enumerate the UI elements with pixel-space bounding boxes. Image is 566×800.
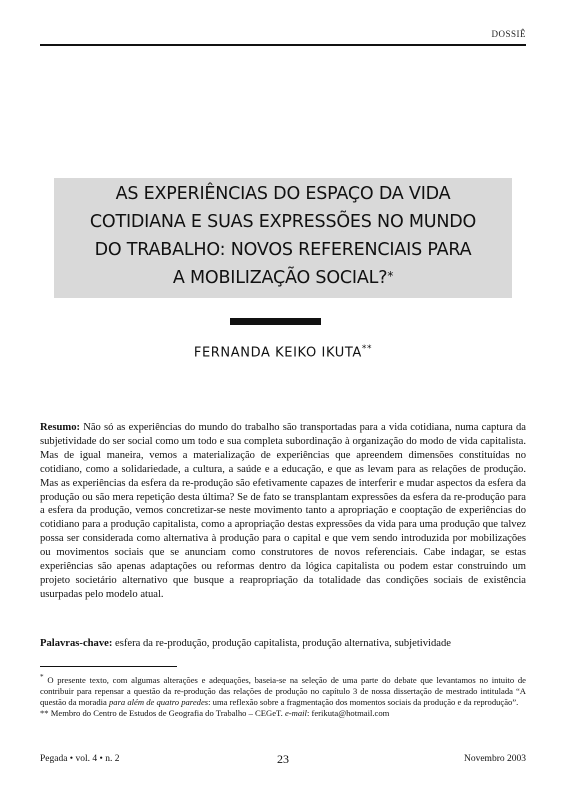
footnote-1 (40, 672, 526, 708)
title-divider-bar (230, 318, 321, 325)
author-footnote-mark: ** (361, 344, 373, 354)
footnote-1-text: O presente texto, com algumas alterações e adequações, baseia-se na seleção de uma parte do debate que levantamos no intuito de contribuir para repensar a questão da re-produção das relações de produção no capítulo 3 de nossa dissertação de mestrado intitulada “A questão da moradia (40, 674, 526, 707)
footnote-rule (40, 666, 177, 667)
keywords (40, 637, 526, 651)
footnote-2 (40, 708, 526, 719)
footnote-2-text-end: : ferikuta@hotmail.com (306, 707, 390, 718)
footer-journal: Pegada • vol. 4 • n. 2 (40, 754, 120, 764)
article-title: AS EXPERIÊNCIAS DO ESPAÇO DA VIDA COTIDIANA E SUAS EXPRESSÕES NO MUNDO DO TRABALHO: NOVOS REFERENCIAIS PARA A MOBILIZAÇÃO SOCIAL? (89, 184, 477, 288)
footnote-2-text: Membro do Centro de Estudos de Geografia do Trabalho – CEGeT. (50, 707, 285, 718)
page-footer (40, 752, 526, 768)
footer-date: Novembro 2003 (463, 754, 526, 764)
header-rule (40, 44, 526, 46)
abstract-label: Resumo: (40, 422, 81, 433)
article-title-box (54, 178, 512, 298)
keywords-text: esfera da re-produção, produção capitalista, produção alternativa, subjetividade (115, 638, 451, 649)
author-line (0, 344, 566, 360)
section-label: DOSSIÊ (491, 29, 526, 39)
author-name: FERNANDA KEIKO IKUTA (193, 345, 362, 361)
title-footnote-mark: * (387, 269, 394, 283)
footnote-1-italic: para além de quatro paredes (108, 696, 209, 707)
footnote-1-text-end: : uma reflexão sobre a fragmentação dos momentos sociais da produção e da reprodução”. (208, 696, 519, 707)
footnotes (40, 672, 526, 719)
footnote-2-italic: e-mail (284, 707, 307, 718)
abstract-text: Não só as experiências do mundo do trabalho são transportadas para a vida cotidiana, numa captura da subjetividade do ser social como um todo e sua completa subordinação à organização do modo de vida capitalista. Mas de igual maneira, vemos a materialização de experiências que apreendem dimensões constituídas no cotidiano, como a solidariedade, a cultura, a saúde e a educação, e que as levam para as relações de produção. Mas as experiências da esfera da re-produção são efetivamente capazes de interferir e mudar aspectos da esfera da produção ou são mera repetição desta última? Se de fato se transplantam expressões da esfera da re-produção para a esfera da produção, vemos concretizar-se neste movimento tanto a apropriação e cooptação de experiências do cotidiano para a produção capitalista, como a apropriação destas expressões da vida para uma produção que talvez possa ser considerada como alternativa à produção para o capital e que vem sendo introduzida por mobilizações ou movimentos sociais que se anunciam como construtores de novos referenciais. Cabe indagar, se estas experiências são apenas adaptações ou reformas dentro da lógica capitalista ou podem estar construindo um projeto societário alternativo que busque a reapropriação da totalidade das condições sociais de existência usurpadas pelo modelo atual. (40, 422, 526, 600)
abstract (40, 421, 526, 602)
page-number: 23 (277, 752, 289, 766)
footnote-1-mark: * (40, 673, 44, 681)
keywords-label: Palavras-chave: (40, 638, 113, 649)
footnote-2-mark: ** (40, 707, 49, 718)
